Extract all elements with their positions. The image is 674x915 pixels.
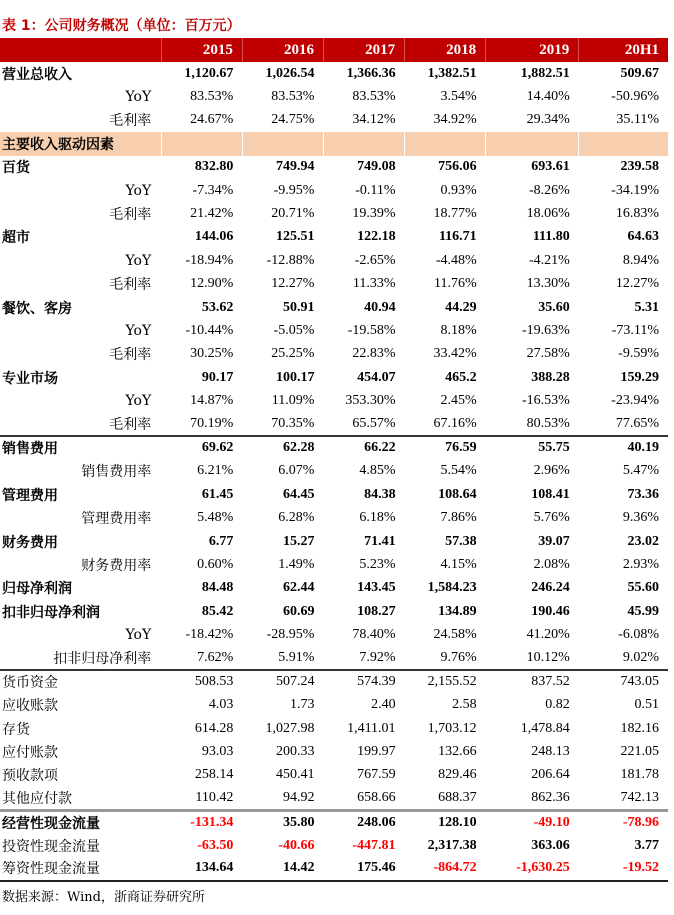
value-cell-20h1: 5.31 (634, 299, 659, 315)
value-cell-2017: 122.18 (357, 229, 396, 245)
value-cell-2016: -40.66 (278, 837, 315, 853)
row-label: 筹资性现金流量 (0, 857, 161, 880)
value-cell-2017: 6.18% (359, 510, 396, 526)
financial-summary-table (0, 38, 668, 882)
row-label: 销售费用 (0, 436, 161, 459)
table-row (0, 436, 668, 459)
value-cell-2016: 70.35% (271, 416, 315, 432)
value-cell-2016: -12.88% (266, 252, 315, 268)
value-cell-2017: 248.06 (323, 811, 404, 834)
table-row (0, 764, 668, 787)
value-cell-2016: 1.73 (289, 697, 315, 713)
value-cell-2015: 30.25% (190, 346, 234, 362)
header-2018: 2018 (405, 38, 486, 62)
value-cell-2015: 5.48% (197, 510, 234, 526)
value-cell-2016: 24.75% (271, 112, 315, 128)
row-label: 扣非归母净利润 (2, 604, 100, 621)
row-label: 货币资金 (0, 670, 161, 693)
value-cell-2018: 465.2 (445, 369, 477, 385)
row-label: 财务费用 (2, 534, 58, 551)
row-label: 存货 (2, 721, 30, 738)
value-cell-2017: 66.22 (323, 436, 404, 459)
value-cell-2015: 93.03 (201, 744, 234, 760)
value-cell-2018: 134.89 (438, 603, 477, 619)
value-cell-2017: 574.39 (323, 670, 404, 693)
value-cell-2016: 14.42 (242, 857, 323, 880)
value-cell-2018: 11.76% (434, 276, 477, 292)
value-cell-2017: 19.39% (352, 206, 396, 222)
value-cell-2019: 2.96% (533, 463, 570, 479)
table-row (0, 811, 668, 834)
value-cell-2018: 44.29 (445, 299, 477, 315)
value-cell-2017: 454.07 (357, 369, 396, 385)
value-cell-2016: 5.91% (278, 649, 315, 665)
value-cell-2017: 749.08 (357, 159, 396, 175)
value-cell-2017: 71.41 (364, 533, 396, 549)
value-cell-2018: 1,584.23 (427, 580, 477, 596)
value-cell-2015 (161, 132, 242, 155)
value-cell-2015: 7.62% (197, 649, 234, 665)
value-cell-2018: 132.66 (438, 744, 477, 760)
value-cell-20h1: 40.19 (579, 436, 668, 459)
value-cell-2019: 190.46 (531, 603, 570, 619)
table-row (0, 343, 668, 366)
value-cell-20h1: -9.59% (618, 346, 659, 362)
row-label: 超市 (2, 230, 30, 247)
value-cell-2016: 125.51 (275, 229, 315, 245)
value-cell-2017: 1,411.01 (347, 720, 396, 736)
value-cell-2016: 1.49% (278, 556, 315, 572)
value-cell-2015: 144.06 (194, 229, 234, 245)
table-row (0, 553, 668, 576)
value-cell-2019: 0.82 (545, 697, 570, 713)
value-cell-2015: 69.62 (161, 436, 242, 459)
value-cell-2018: 1,703.12 (427, 720, 477, 736)
value-cell-2017: 65.57% (352, 416, 396, 432)
value-cell-2016: -9.95% (273, 182, 315, 198)
value-cell-2017: 4.85% (359, 463, 396, 479)
value-cell-2016: 25.25% (271, 346, 315, 362)
table-row (0, 460, 668, 483)
value-cell-20h1: -6.08% (618, 627, 659, 643)
header-2019: 2019 (486, 38, 579, 62)
source-note: 数据来源：Wind，浙商证券研究所 (2, 890, 205, 905)
value-cell-2015: 110.42 (195, 790, 234, 806)
value-cell-2018: 24.58% (433, 627, 477, 643)
table-row (0, 366, 668, 389)
value-cell-2017: 1,366.36 (346, 65, 396, 81)
value-cell-2018: 33.42% (433, 346, 477, 362)
value-cell-2016: 64.45 (282, 486, 315, 502)
value-cell-2018: 2.58 (452, 697, 477, 713)
value-cell-2017: 84.38 (364, 486, 396, 502)
row-label: 扣非归母净利率 (53, 650, 152, 667)
value-cell-2016: 35.80 (242, 811, 323, 834)
value-cell-2015: 508.53 (161, 670, 242, 693)
value-cell-2017: 767.59 (357, 767, 396, 783)
value-cell-2016: 6.28% (278, 510, 315, 526)
value-cell-2019: 2.08% (533, 556, 570, 572)
value-cell-2019: -1,630.25 (486, 857, 579, 880)
value-cell-2015: 6.77 (208, 533, 234, 549)
table-row (0, 787, 668, 810)
value-cell-2019: 111.80 (532, 229, 570, 245)
value-cell-2017: -19.58% (347, 322, 396, 338)
value-cell-2019: 80.53% (526, 416, 570, 432)
value-cell-2019: 13.30% (526, 276, 570, 292)
row-label: 管理费用 (2, 487, 58, 504)
value-cell-2019: 41.20% (526, 627, 570, 643)
value-cell-2019: 14.40% (526, 89, 570, 105)
value-cell-2015: -63.50 (197, 837, 234, 853)
value-cell-2017: 11.33% (352, 276, 396, 292)
value-cell-2018: 128.10 (405, 811, 486, 834)
value-cell-2017: 199.97 (357, 744, 396, 760)
value-cell-2019: -19.63% (521, 322, 570, 338)
value-cell-20h1: 9.36% (622, 510, 659, 526)
table-row (0, 670, 668, 693)
value-cell-2018: 1,382.51 (427, 65, 477, 81)
value-cell-2015: 83.53% (190, 89, 234, 105)
value-cell-2015: 53.62 (201, 299, 234, 315)
value-cell-2017: 5.23% (359, 556, 396, 572)
table-row (0, 273, 668, 296)
value-cell-2019: -4.21% (528, 252, 570, 268)
value-cell-20h1: 9.02% (622, 649, 659, 665)
row-label: 主要收入驱动因素 (0, 132, 161, 155)
value-cell-2019: 35.60 (538, 299, 570, 315)
value-cell-20h1: 181.78 (620, 767, 659, 783)
table-row (0, 506, 668, 529)
table-row (0, 85, 668, 108)
value-cell-2018 (405, 132, 486, 155)
value-cell-2018: 688.37 (438, 790, 477, 806)
row-label: 百货 (2, 160, 30, 177)
value-cell-2015: 12.90% (190, 276, 234, 292)
value-cell-2016: 6.07% (278, 463, 315, 479)
table-row (0, 179, 668, 202)
value-cell-20h1: -34.19% (611, 182, 659, 198)
value-cell-20h1: 239.58 (620, 159, 659, 175)
value-cell-2016: 94.92 (282, 790, 315, 806)
header-20h1: 20H1 (579, 38, 668, 62)
value-cell-2018: 2,155.52 (405, 670, 486, 693)
value-cell-20h1: 77.65% (615, 416, 659, 432)
value-cell-2016: 1,027.98 (265, 720, 315, 736)
row-label: 管理费用率 (81, 511, 152, 528)
value-cell-2016: 83.53% (271, 89, 315, 105)
value-cell-2016: 100.17 (275, 369, 315, 385)
value-cell-2018: -864.72 (405, 857, 486, 880)
row-label: YoY (125, 182, 152, 199)
value-cell-20h1: 16.83% (615, 206, 659, 222)
row-label: 应收账款 (2, 698, 58, 715)
table-row (0, 156, 668, 179)
value-cell-2016: 62.44 (282, 580, 315, 596)
value-cell-20h1: -73.11% (611, 322, 659, 338)
value-cell-2019: -49.10 (486, 811, 579, 834)
row-label: 毛利率 (109, 207, 152, 224)
value-cell-20h1: 55.60 (627, 580, 659, 596)
value-cell-2015: 84.48 (201, 580, 234, 596)
value-cell-2015: -18.42% (185, 627, 234, 643)
table-row (0, 623, 668, 646)
value-cell-2016: 200.33 (275, 744, 315, 760)
value-cell-2016: 15.27 (282, 533, 315, 549)
table-row (0, 249, 668, 272)
row-label: 归母净利润 (2, 581, 72, 598)
table-row (0, 600, 668, 623)
table-row (0, 319, 668, 342)
value-cell-2018: 34.92% (433, 112, 477, 128)
value-cell-2018: 116.71 (438, 229, 477, 245)
row-label: YoY (125, 627, 152, 644)
value-cell-2015: 14.87% (190, 393, 234, 409)
value-cell-20h1: 64.63 (627, 229, 659, 245)
value-cell-20h1: 3.77 (634, 837, 659, 853)
row-label: 其他应付款 (2, 791, 72, 808)
value-cell-2016: 749.94 (275, 159, 315, 175)
row-label: 毛利率 (109, 347, 152, 364)
value-cell-2019: 862.36 (531, 790, 570, 806)
value-cell-2019: 5.76% (533, 510, 570, 526)
value-cell-2017: 7.92% (359, 649, 396, 665)
value-cell-2016 (242, 132, 323, 155)
row-label: YoY (125, 252, 152, 269)
table-row (0, 226, 668, 249)
row-label: YoY (125, 393, 152, 410)
value-cell-2017: 175.46 (323, 857, 404, 880)
value-cell-2019 (486, 132, 579, 155)
row-label: 专业市场 (2, 370, 58, 387)
value-cell-20h1: 8.94% (622, 252, 659, 268)
row-label: 预收款项 (2, 768, 58, 785)
row-label: 财务费用率 (81, 557, 152, 574)
value-cell-2019: 248.13 (531, 744, 570, 760)
value-cell-2017: 2.40 (371, 697, 396, 713)
value-cell-2015: 832.80 (194, 159, 234, 175)
value-cell-2017: 40.94 (364, 299, 396, 315)
value-cell-2016: 507.24 (242, 670, 323, 693)
value-cell-2019: 693.61 (531, 159, 570, 175)
header-row (0, 38, 668, 62)
row-label: 毛利率 (109, 277, 152, 294)
value-cell-2015: 90.17 (201, 369, 234, 385)
value-cell-20h1: 5.47% (622, 463, 659, 479)
value-cell-2019: 1,882.51 (520, 65, 570, 81)
table-body (0, 62, 668, 881)
value-cell-20h1: 12.27% (615, 276, 659, 292)
row-label: 投资性现金流量 (2, 838, 100, 855)
value-cell-2018: 7.86% (440, 510, 477, 526)
value-cell-2017: 78.40% (352, 627, 396, 643)
table-row (0, 834, 668, 857)
value-cell-2015: 0.60% (197, 556, 234, 572)
value-cell-2015: 85.42 (201, 603, 234, 619)
table-row (0, 109, 668, 132)
value-cell-20h1: 742.13 (620, 790, 659, 806)
value-cell-2019: 39.07 (538, 533, 570, 549)
value-cell-20h1: 182.16 (620, 720, 659, 736)
value-cell-2018: 76.59 (405, 436, 486, 459)
value-cell-2018: 67.16% (433, 416, 477, 432)
value-cell-2015: 70.19% (190, 416, 234, 432)
row-label: 毛利率 (109, 417, 152, 434)
value-cell-2018: 756.06 (438, 159, 477, 175)
value-cell-2019: 10.12% (526, 649, 570, 665)
value-cell-2019: -16.53% (521, 393, 570, 409)
table-row (0, 740, 668, 763)
table-row (0, 530, 668, 553)
value-cell-2019: -8.26% (528, 182, 570, 198)
table-row (0, 202, 668, 225)
value-cell-2017: 83.53% (352, 89, 396, 105)
value-cell-2018: 0.93% (440, 182, 477, 198)
value-cell-2018: 57.38 (445, 533, 477, 549)
value-cell-20h1: 159.29 (620, 369, 659, 385)
table-row (0, 717, 668, 740)
value-cell-2018: 108.64 (438, 486, 477, 502)
value-cell-2016: -28.95% (266, 627, 315, 643)
value-cell-2018: 829.46 (438, 767, 477, 783)
value-cell-20h1: 73.36 (627, 486, 659, 502)
value-cell-2015: -7.34% (192, 182, 234, 198)
value-cell-20h1: -50.96% (611, 89, 659, 105)
value-cell-2016: 60.69 (282, 603, 315, 619)
value-cell-2015: 21.42% (190, 206, 234, 222)
value-cell-2018: 3.54% (440, 89, 477, 105)
row-label: 营业总收入 (2, 66, 72, 83)
value-cell-2019: 837.52 (486, 670, 579, 693)
value-cell-2017: 34.12% (352, 112, 396, 128)
header-2017: 2017 (323, 38, 404, 62)
value-cell-2019: 206.64 (531, 767, 570, 783)
value-cell-2019: 55.75 (486, 436, 579, 459)
row-label: 餐饮、客房 (2, 300, 72, 317)
value-cell-2018: -4.48% (435, 252, 477, 268)
value-cell-20h1: 23.02 (627, 533, 659, 549)
value-cell-20h1: -78.96 (579, 811, 668, 834)
table-row (0, 132, 668, 155)
value-cell-20h1: 0.51 (634, 697, 659, 713)
value-cell-20h1: 221.05 (620, 744, 659, 760)
value-cell-2017 (323, 132, 404, 155)
table-row (0, 577, 668, 600)
value-cell-2018: 9.76% (440, 649, 477, 665)
value-cell-2019: 27.58% (526, 346, 570, 362)
value-cell-2015: -131.34 (161, 811, 242, 834)
value-cell-2016: 50.91 (282, 299, 315, 315)
value-cell-2015: 614.28 (194, 720, 234, 736)
value-cell-20h1: 2.93% (622, 556, 659, 572)
row-label: 毛利率 (109, 113, 152, 130)
value-cell-2017: 22.83% (352, 346, 396, 362)
value-cell-2017: -2.65% (354, 252, 396, 268)
value-cell-20h1: 509.67 (620, 65, 659, 81)
value-cell-2016: -5.05% (273, 322, 315, 338)
value-cell-2015: -10.44% (185, 322, 234, 338)
value-cell-2015: -18.94% (185, 252, 234, 268)
row-label: 销售费用率 (81, 464, 152, 481)
table-row (0, 647, 668, 670)
value-cell-2018: 2,317.38 (427, 837, 477, 853)
value-cell-20h1 (579, 132, 668, 155)
value-cell-2015: 1,120.67 (184, 65, 234, 81)
value-cell-2017: 353.30% (345, 393, 396, 409)
table-row (0, 296, 668, 319)
table-row (0, 62, 668, 85)
row-label: 应付账款 (2, 745, 58, 762)
value-cell-2019: 1,478.84 (520, 720, 570, 736)
value-cell-2015: 6.21% (197, 463, 234, 479)
value-cell-20h1: 743.05 (579, 670, 668, 693)
value-cell-2019: 388.28 (531, 369, 570, 385)
row-label: 经营性现金流量 (0, 811, 161, 834)
header-label-cell (0, 38, 161, 62)
table-row (0, 389, 668, 412)
table-row (0, 857, 668, 880)
value-cell-2017: -0.11% (355, 182, 396, 198)
value-cell-2019: 108.41 (531, 486, 570, 502)
value-cell-2015: 258.14 (194, 767, 234, 783)
value-cell-20h1: 35.11% (616, 112, 659, 128)
value-cell-2016: 12.27% (271, 276, 315, 292)
value-cell-2018: 5.54% (440, 463, 477, 479)
row-label: YoY (125, 322, 152, 339)
value-cell-2017: -447.81 (352, 837, 396, 853)
table-row (0, 413, 668, 436)
value-cell-2019: 29.34% (526, 112, 570, 128)
header-2015: 2015 (161, 38, 242, 62)
value-cell-20h1: 45.99 (627, 603, 659, 619)
value-cell-2019: 18.06% (526, 206, 570, 222)
value-cell-2018: 8.18% (440, 322, 477, 338)
value-cell-2015: 61.45 (201, 486, 234, 502)
value-cell-2016: 450.41 (275, 767, 315, 783)
value-cell-20h1: -19.52 (579, 857, 668, 880)
value-cell-2015: 24.67% (190, 112, 234, 128)
value-cell-2016: 11.09% (271, 393, 315, 409)
value-cell-2015: 4.03 (208, 697, 234, 713)
value-cell-20h1: -23.94% (611, 393, 659, 409)
value-cell-2017: 658.66 (357, 790, 396, 806)
value-cell-2015: 134.64 (161, 857, 242, 880)
table-row (0, 483, 668, 506)
value-cell-2018: 2.45% (440, 393, 477, 409)
value-cell-2019: 363.06 (531, 837, 570, 853)
value-cell-2018: 4.15% (440, 556, 477, 572)
header-2016: 2016 (242, 38, 323, 62)
table-title: 表 1：公司财务概况（单位：百万元） (2, 18, 241, 34)
value-cell-2019: 246.24 (531, 580, 570, 596)
value-cell-2016: 1,026.54 (265, 65, 315, 81)
value-cell-2017: 143.45 (357, 580, 396, 596)
table-row (0, 694, 668, 717)
value-cell-2016: 20.71% (271, 206, 315, 222)
value-cell-2017: 108.27 (357, 603, 396, 619)
value-cell-2018: 18.77% (433, 206, 477, 222)
row-label: YoY (125, 89, 152, 106)
value-cell-2016: 62.28 (242, 436, 323, 459)
